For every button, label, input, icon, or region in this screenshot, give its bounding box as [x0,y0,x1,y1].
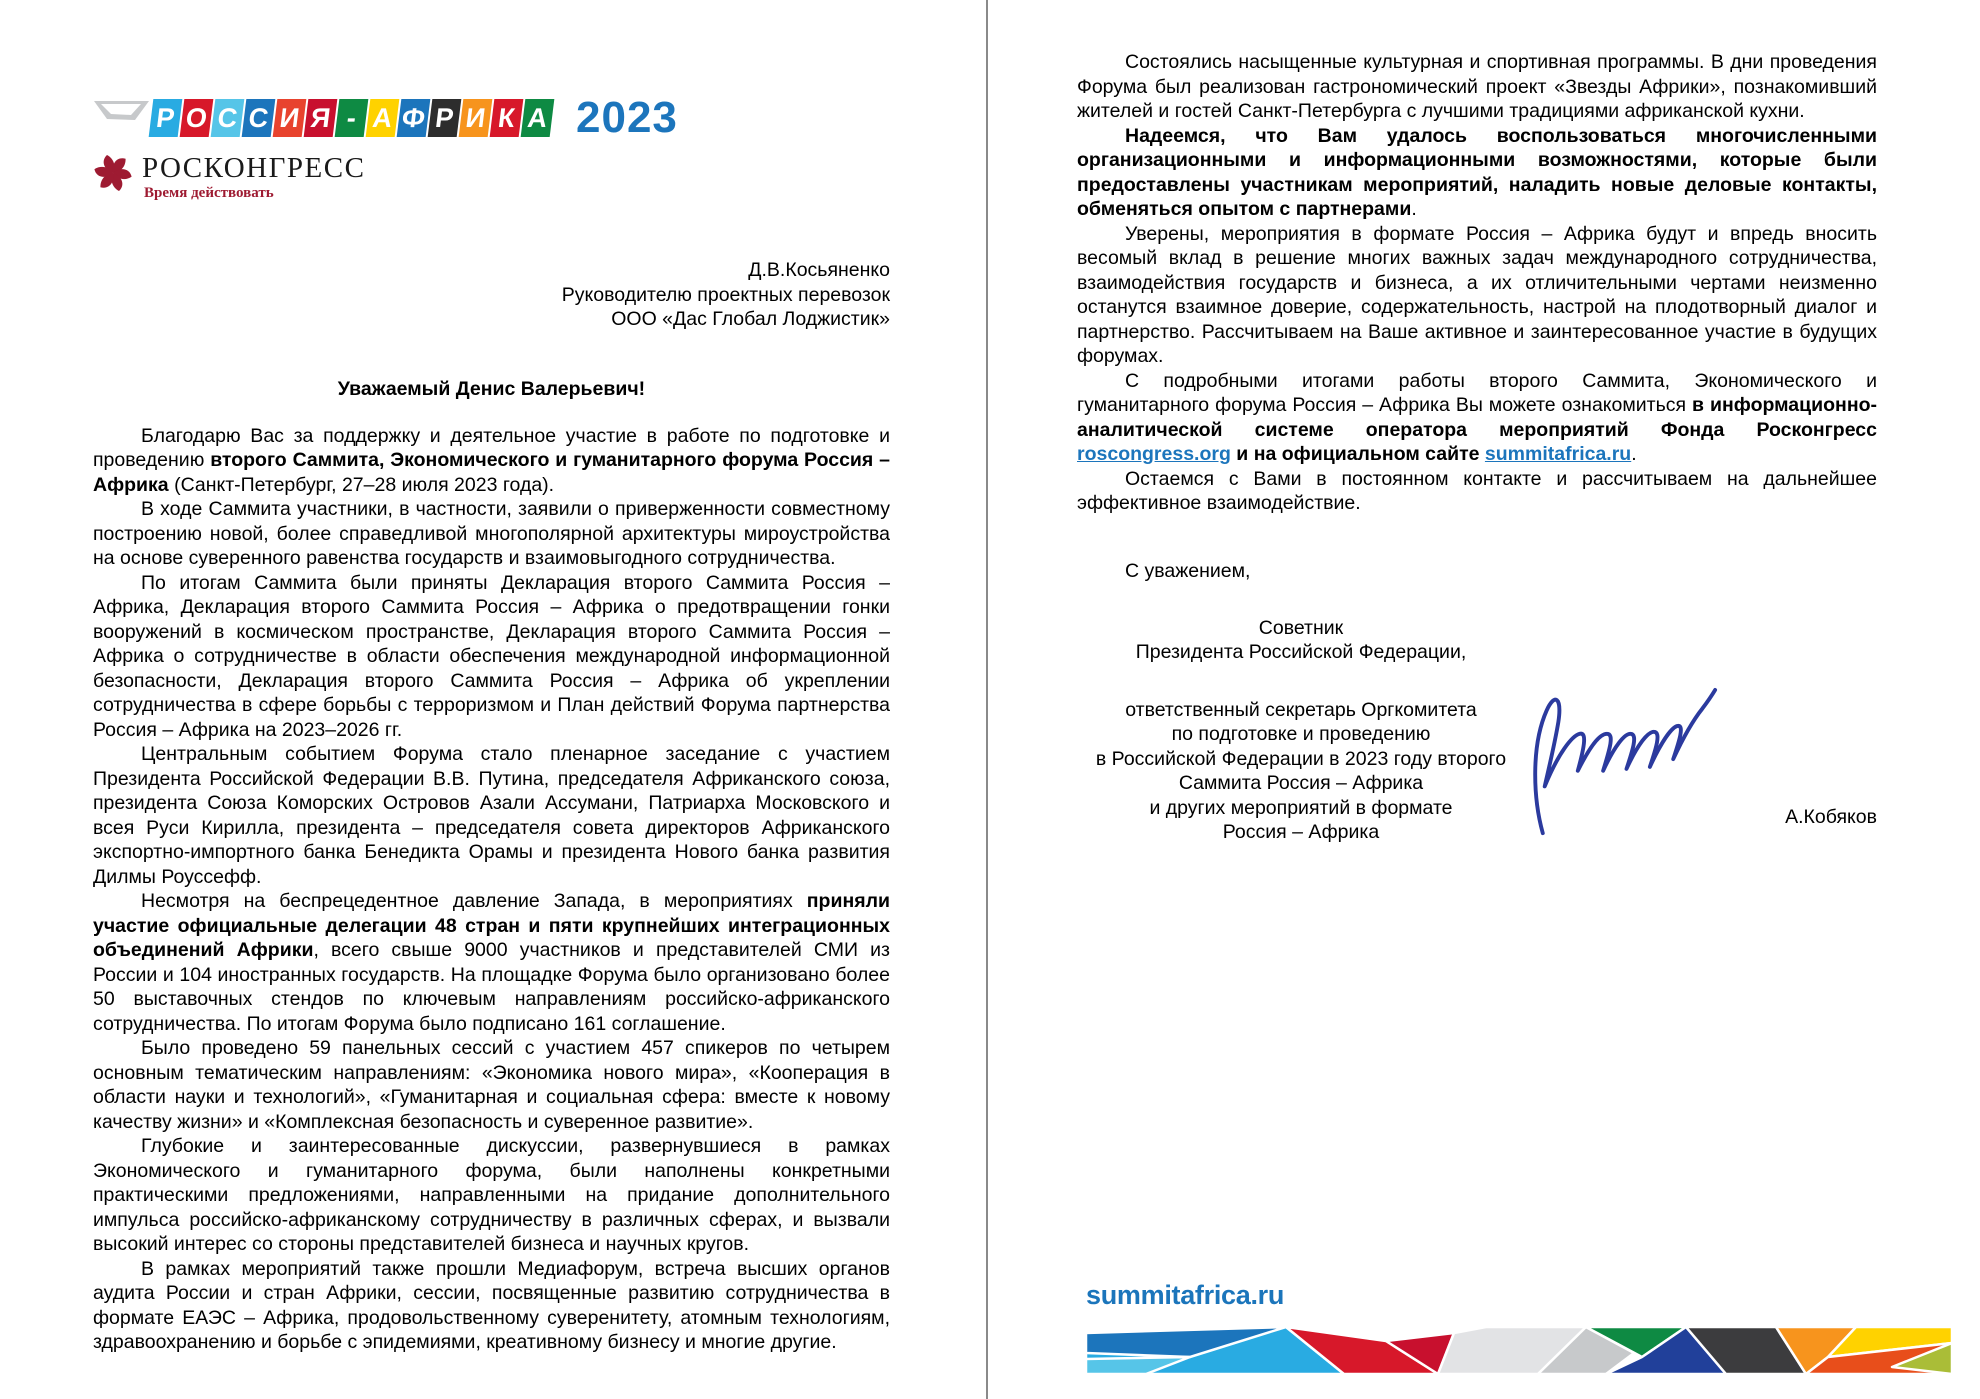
logo-year: 2023 [576,93,678,142]
footer-color-stripe [1086,1327,1952,1374]
logo-letter-tile: А [521,99,555,137]
roscongress-text-block [142,153,365,202]
signer-title-line: и других мероприятий в формате [1149,796,1453,819]
text-run: в информационно-аналитической системе оператора мероприятий Фонда Росконгресс [1077,394,1877,441]
recipient-block [93,258,890,332]
page-divider [986,0,988,1399]
page-2 [989,0,1980,1399]
signer-name: А.Кобяков [1785,805,1877,828]
logo-letter-tile: О [180,99,214,137]
logo-arrow-icon [93,99,151,137]
signer-title-block-1 [1077,616,1525,665]
signer-title-block-2 [1077,698,1525,845]
signer-title-line: по подготовке и проведению [1171,723,1431,745]
logo-letter-tile: Р [149,99,183,137]
text-run: По итогам Саммита были приняты Декларация второго Саммита Россия – Африка, Декларация второго Саммита Россия – Африка о предотвращении гонки вооружений в космическом пространстве, Декларация второго Саммита Россия – Африка о сотрудничестве в области обеспечения международной информационной безопасности, Декларация второго Саммита Россия – Африка об укреплении сотрудничества в сфере борьбы с терроризмом и План действий Форума партнерства Россия – Африка на 2023–2026 гг. [93,571,890,741]
russia-africa-logo-tiles [151,99,554,137]
text-run: Глубокие и заинтересованные дискуссии, развернувшиеся в рамках Экономического и гуманитарного форума, были наполнены конкретными практическими предложениями, направленными на придание дополнительного импульса российско-африканскому сотрудничеству в различных сферах, и вызвали высокий интерес со стороны представителей бизнеса и научных кругов. [93,1135,890,1256]
recipient-name: Д.В.Косьяненко [748,259,890,282]
logo-letter-tile: А [366,99,400,137]
logo-letter-tile: Р [428,99,462,137]
text-run: . [1631,443,1637,465]
closing-phrase: С уважением, [1125,559,1251,582]
paragraph [93,1036,890,1134]
paragraph [93,1134,890,1257]
link-summitafrica.ru[interactable]: summitafrica.ru [1484,443,1632,465]
logo-letter-tile: С [211,99,245,137]
text-run: . [1411,198,1417,220]
paragraph [1077,50,1877,124]
salutation: Уважаемый Денис Валерьевич! [337,377,646,400]
text-run: второго Саммита, Экономического и гуманитарного форума Россия – Африка [93,449,890,496]
text-run: В ходе Саммита участники, в частности, заявили о приверженности совместному построению новой, более справедливой многополярной архитектуры мироустройства на основе суверенного равенства государств и взаимовыгодного сотрудничества. [93,498,890,570]
paragraph [93,1257,890,1355]
page-1 [0,0,987,1399]
signature-area [1077,616,1877,916]
text-run: и на официальном сайте [1230,443,1485,465]
roscongress-logo [93,153,890,202]
logo-letter-tile: К [490,99,524,137]
signer-titles [1077,616,1525,845]
text-run: (Санкт-Петербург, 27–28 июля 2023 года). [168,473,555,496]
handwritten-signature [1529,652,1724,837]
logo-letter-tile: Я [304,99,338,137]
logo-letter-tile: С [242,99,276,137]
link-roscongress.org[interactable]: roscongress.org [1077,443,1231,465]
paragraph [93,742,890,889]
russia-africa-letterhead [93,93,890,142]
paragraph [1077,369,1877,467]
paragraph [1077,124,1877,222]
logo-letter-tile: И [273,99,307,137]
text-run: , всего свыше 9000 участников и представителей СМИ из России и 104 иностранных государств. На площадке Форума было организовано более 50 выставочных стендов по ключевым направлениям российско-африканского сотрудничества. По итогам Форума было подписано 161 соглашение. [93,939,891,1035]
text-run: С подробными итогами работы второго Саммита, Экономического и гуманитарного форума Россия – Африка Вы можете ознакомиться [1077,369,1877,416]
paragraph [93,497,890,571]
right-page-body [1077,50,1877,516]
paragraph [93,571,890,743]
text-run: приняли участие официальные делегации 48 стран и пяти крупнейших интеграционных объединений Африки [93,890,890,962]
signer-title-line: Россия – Африка [1222,821,1380,843]
text-run: Несмотря на беспрецедентное давление Запада, в мероприятиях [141,890,807,913]
paragraph [93,889,890,1036]
signer-title-line: ответственный секретарь Оргкомитета [1125,698,1477,721]
text-run: Состоялись насыщенные культурная и спортивная программы. В дни проведения Форума был реализован гастрономический проект «Звезды Африки», познакомивший жителей и гостей Санкт-Петербурга с лучшими традициями африканской кухни. [1077,51,1877,122]
logo-letter-tile: - [335,99,369,137]
text-run: Было проведено 59 панельных сессий с участием 457 спикеров по четырем основным тематическим направлениям: «Экономика нового мира», «Кооперация в области науки и технологий», «Гуманитарная и социальная сфера: вместе к новому качеству жизни» и «Комплексная безопасность и суверенное развитие». [93,1037,890,1133]
paragraph [1077,467,1877,516]
footer-site-url: summitafrica.ru [1086,1280,1285,1310]
text-run: Центральным событием Форума стало пленарное заседание с участием Президента Российской Федерации В.В. Путина, председателя Африканского союза, президента Союза Коморских Островов Азали Ассумани, Патриарха Московского и всея Руси Кирилла, президента – председателя совета директоров Африканского экспортно-импортного банка Бенедикта Орамы и президента Нового банка развития Дилмы Роуссефф. [93,743,890,888]
roscongress-tagline: Время действовать [144,185,274,202]
roscongress-wordmark: РОСКОНГРЕСС [142,152,366,184]
recipient-company: ООО «Дас Глобал Лоджистик» [611,308,890,331]
left-page-body [93,424,890,1355]
text-run: Уверены, мероприятия в формате Россия – Африка будут и впредь вносить весомый вклад в решение многих важных задач международного сотрудничества, взаимодействия государств и бизнеса, а их отличительными чертами неизменно останутся взаимное доверие, содержательность, настрой на плодотворный диалог и партнерство. Рассчитываем на Ваше активное и заинтересованное участие в будущих форумах. [1077,222,1877,367]
text-run: Надеемся, что Вам удалось воспользоваться многочисленными организационными и информационными возможностями, которые были предоставлены участникам мероприятий, наладить новые деловые контакты, обменяться опытом с партнерами [1077,124,1877,220]
logo-letter-tile: И [459,99,493,137]
logo-letter-tile: Ф [397,99,431,137]
signer-title-line: Президента Российской Федерации, [1135,641,1467,663]
signer-title-line: Саммита Россия – Африка [1178,772,1424,794]
recipient-title: Руководителю проектных перевозок [561,283,890,306]
paragraph [1077,222,1877,369]
text-run: Остаемся с Вами в постоянном контакте и рассчитываем на дальнейшее эффективное взаимодействие. [1077,467,1877,514]
signer-title-line: Советник [1258,616,1344,639]
roscongress-flower-icon [93,153,133,193]
paragraph [93,424,890,498]
text-run: В рамках мероприятий также прошли Медиафорум, встреча высших органов аудита России и стран Африки, сессии, посвященные развитию сотрудничества в формате ЕАЭС – Африка, продовольственному суверенитету, атомным технологиям, здравоохранению и борьбе с эпидемиями, креативному бизнесу и многие другие. [93,1257,890,1354]
signer-title-line: в Российской Федерации в 2023 году второго [1095,747,1507,770]
text-run: Благодарю Вас за поддержку и деятельное участие в работе по подготовке и проведению [93,424,890,472]
